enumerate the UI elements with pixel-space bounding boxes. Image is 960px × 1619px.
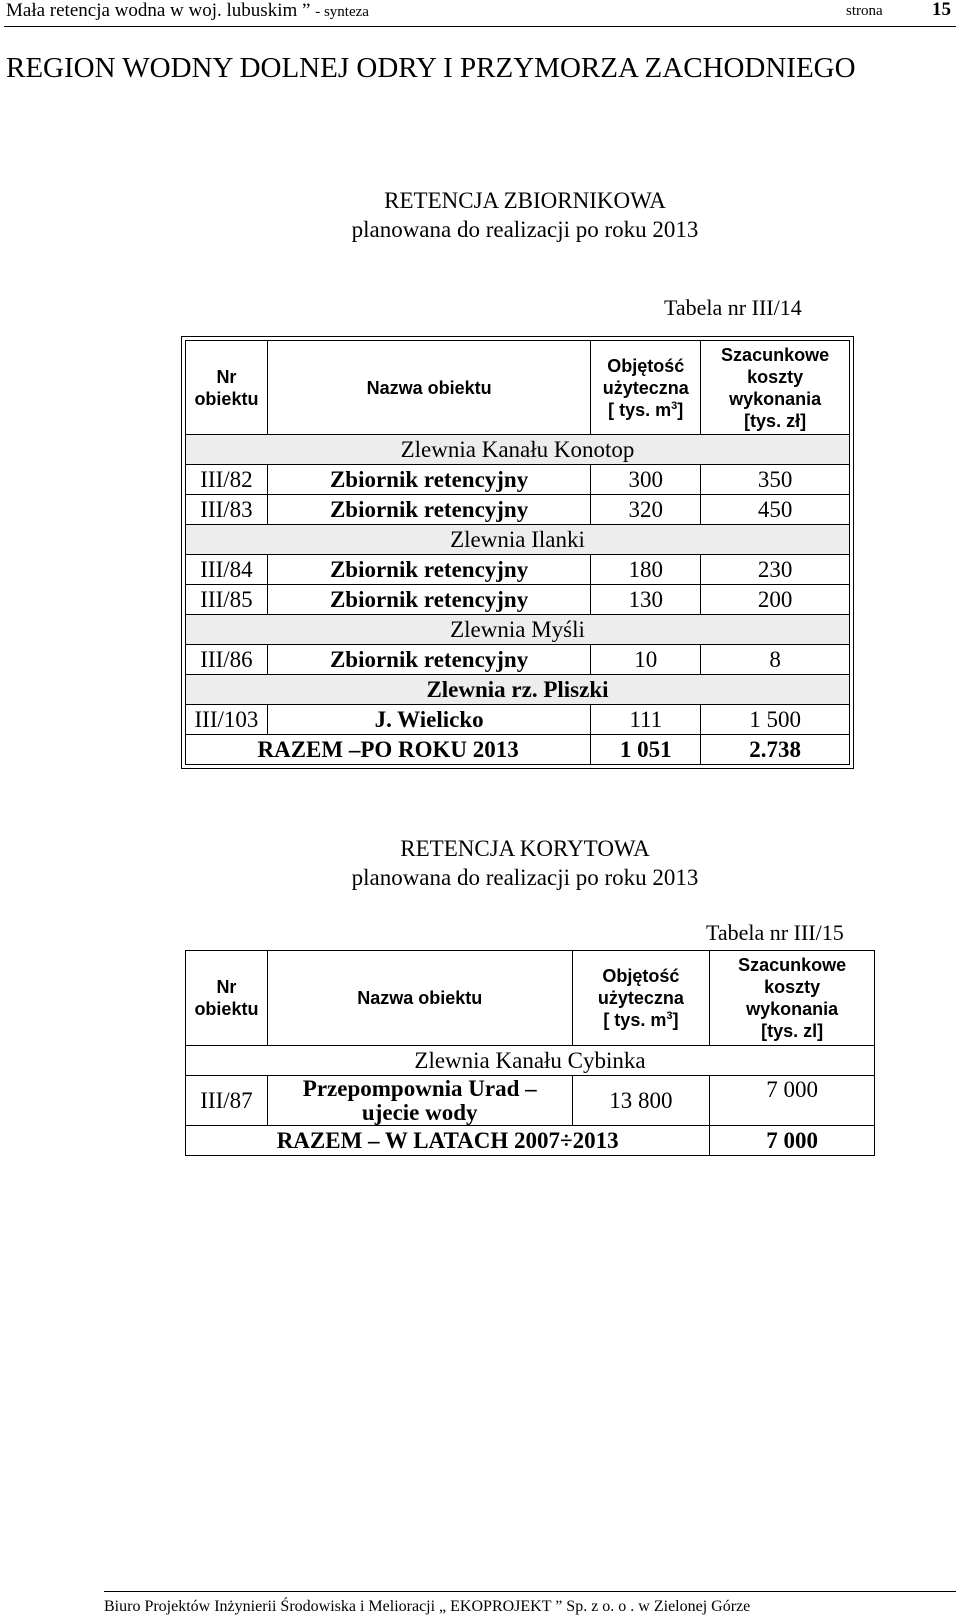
group-name: Zlewnia Kanału Konotop bbox=[186, 435, 850, 465]
group-row bbox=[186, 1046, 875, 1076]
table-row bbox=[186, 495, 850, 525]
col-nr-header: Nr obiektu bbox=[186, 341, 268, 435]
koszt-line3: wykonania bbox=[729, 388, 822, 409]
group-row bbox=[186, 675, 850, 705]
table-retencja-korytowa bbox=[185, 950, 875, 1156]
cell-koszt: 1 500 bbox=[701, 705, 850, 735]
cell-nazwa: Zbiornik retencyjny bbox=[267, 645, 590, 675]
cell-objetosc: 300 bbox=[591, 465, 701, 495]
cell-objetosc: 320 bbox=[591, 495, 701, 525]
section1-heading bbox=[0, 186, 960, 244]
group-name: Zlewnia Myśli bbox=[186, 615, 850, 645]
cell-nazwa: Zbiornik retencyjny bbox=[267, 465, 590, 495]
cell-nr: III/86 bbox=[186, 645, 268, 675]
region-title: REGION WODNY DOLNEJ ODRY I PRZYMORZA ZACHODNIEGO bbox=[6, 52, 856, 84]
objetosc-line3 bbox=[573, 1009, 710, 1031]
cell-koszt: 350 bbox=[701, 465, 850, 495]
nazwa-line1: Przepompownia Urad – bbox=[302, 1075, 537, 1101]
table1-label: Tabela nr III/14 bbox=[664, 295, 802, 320]
objetosc-line3 bbox=[591, 399, 700, 421]
cell-nazwa bbox=[267, 1076, 572, 1126]
total-row bbox=[186, 735, 850, 765]
table-row bbox=[186, 1076, 875, 1126]
nazwa-line2: ujecie wody bbox=[361, 1099, 478, 1125]
group-name: Zlewnia rz. Pliszki bbox=[186, 675, 850, 705]
table2-header-row bbox=[186, 951, 875, 1046]
doc-title-text: Mała retencja wodna w woj. lubuskim ” bbox=[6, 0, 311, 21]
objetosc-unit-sup: 3 bbox=[666, 1010, 673, 1022]
koszt-line4: [tys. zl] bbox=[761, 1021, 824, 1041]
table-row bbox=[186, 465, 850, 495]
objetosc-unit: [ tys. m bbox=[608, 399, 672, 420]
section1-title: RETENCJA ZBIORNIKOWA bbox=[384, 188, 666, 213]
koszt-line1: Szacunkowe bbox=[721, 344, 830, 365]
total-objetosc: 1 051 bbox=[591, 735, 701, 765]
col-nazwa-header: Nazwa obiektu bbox=[267, 341, 590, 435]
header-divider bbox=[4, 26, 956, 27]
koszt-line2: koszty bbox=[747, 366, 804, 387]
cell-objetosc: 111 bbox=[591, 705, 701, 735]
col-koszt-header bbox=[710, 951, 875, 1046]
page-label: strona bbox=[846, 3, 883, 19]
table-row bbox=[186, 585, 850, 615]
cell-objetosc: 13 800 bbox=[572, 1076, 710, 1126]
table-row bbox=[186, 555, 850, 585]
section1-subtitle: planowana do realizacji po roku 2013 bbox=[351, 217, 699, 242]
cell-nazwa: J. Wielicko bbox=[267, 705, 590, 735]
objetosc-line2: użyteczna bbox=[602, 377, 689, 398]
group-row bbox=[186, 615, 850, 645]
objetosc-unit: [ tys. m bbox=[603, 1010, 667, 1030]
cell-nr: III/85 bbox=[186, 585, 268, 615]
koszt-line1: Szacunkowe bbox=[738, 955, 847, 975]
koszt-line2: koszty bbox=[764, 977, 821, 997]
cell-nr: III/87 bbox=[186, 1076, 268, 1126]
page-footer: Biuro Projektów Inżynierii Środowiska i Melioracji „ EKOPROJEKT ” Sp. z o. o . w Zielonej Górze bbox=[104, 1598, 751, 1615]
cell-koszt: 8 bbox=[701, 645, 850, 675]
page-number: 15 bbox=[932, 0, 951, 20]
col-koszt-header bbox=[701, 341, 850, 435]
cell-nr: III/82 bbox=[186, 465, 268, 495]
cell-objetosc: 130 bbox=[591, 585, 701, 615]
objetosc-unit-close: ] bbox=[672, 1010, 679, 1030]
col-nr-header: Nr obiektu bbox=[186, 951, 268, 1046]
group-row bbox=[186, 525, 850, 555]
objetosc-line1: Objętość bbox=[607, 355, 685, 376]
total-label: RAZEM –PO ROKU 2013 bbox=[186, 735, 591, 765]
cell-nazwa: Zbiornik retencyjny bbox=[267, 555, 590, 585]
cell-nr: III/84 bbox=[186, 555, 268, 585]
group-name: Zlewnia Ilanki bbox=[186, 525, 850, 555]
cell-objetosc: 180 bbox=[591, 555, 701, 585]
cell-koszt: 230 bbox=[701, 555, 850, 585]
document-title bbox=[6, 0, 369, 22]
cell-nazwa: Zbiornik retencyjny bbox=[267, 585, 590, 615]
koszt-line4: [tys. zł] bbox=[744, 410, 807, 431]
total-koszt: 2.738 bbox=[701, 735, 850, 765]
section2-subtitle: planowana do realizacji po roku 2013 bbox=[351, 865, 699, 890]
group-row bbox=[186, 435, 850, 465]
objetosc-line2: użyteczna bbox=[597, 988, 684, 1008]
objetosc-unit-sup: 3 bbox=[671, 399, 678, 412]
cell-koszt: 200 bbox=[701, 585, 850, 615]
table-retencja-zbiornikowa bbox=[185, 340, 850, 765]
group-name: Zlewnia Kanału Cybinka bbox=[186, 1046, 875, 1076]
cell-objetosc: 10 bbox=[591, 645, 701, 675]
total-koszt: 7 000 bbox=[710, 1126, 875, 1156]
total-label: RAZEM – W LATACH 2007÷2013 bbox=[186, 1126, 710, 1156]
doc-subtitle: - synteza bbox=[315, 4, 369, 20]
cell-koszt: 450 bbox=[701, 495, 850, 525]
table1-header-row bbox=[186, 341, 850, 435]
col-objetosc-header bbox=[591, 341, 701, 435]
objetosc-unit-close: ] bbox=[677, 399, 684, 420]
cell-koszt: 7 000 bbox=[710, 1076, 875, 1126]
objetosc-line1: Objętość bbox=[602, 966, 680, 986]
cell-nazwa: Zbiornik retencyjny bbox=[267, 495, 590, 525]
table-row bbox=[186, 645, 850, 675]
koszt-line3: wykonania bbox=[746, 999, 839, 1019]
col-objetosc-header bbox=[572, 951, 710, 1046]
col-nazwa-header: Nazwa obiektu bbox=[267, 951, 572, 1046]
table2-label: Tabela nr III/15 bbox=[706, 920, 844, 945]
cell-nr: III/83 bbox=[186, 495, 268, 525]
section2-heading bbox=[0, 834, 960, 892]
section2-title: RETENCJA KORYTOWA bbox=[400, 836, 650, 861]
cell-nr: III/103 bbox=[186, 705, 268, 735]
total-row bbox=[186, 1126, 875, 1156]
footer-divider bbox=[104, 1591, 956, 1592]
table-row bbox=[186, 705, 850, 735]
